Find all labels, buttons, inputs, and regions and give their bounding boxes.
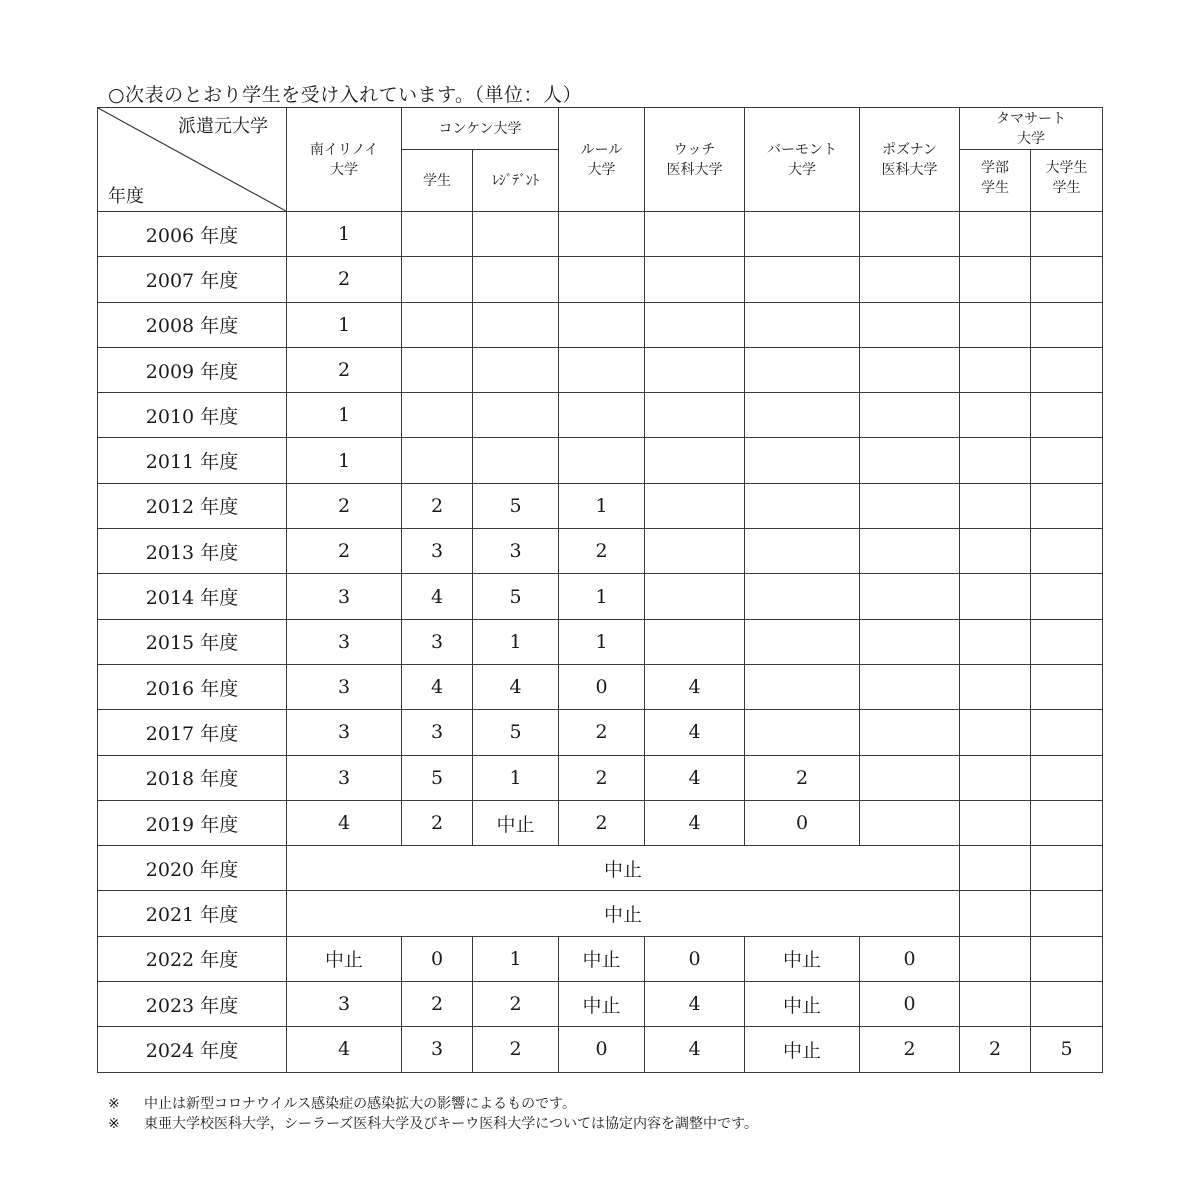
value-cell: 2 — [473, 982, 559, 1027]
year-cell: 2008 年度 — [98, 302, 287, 347]
year-cell: 2023 年度 — [98, 982, 287, 1027]
value-cell: 2 — [745, 755, 860, 800]
value-cell — [645, 529, 745, 574]
table-row — [98, 257, 1103, 302]
year-cell: 2015 年度 — [98, 619, 287, 664]
value-cell — [860, 710, 960, 755]
value-cell — [1031, 710, 1103, 755]
value-cell — [860, 574, 960, 619]
corner-label-year: 年度 — [108, 186, 144, 207]
value-cell: 3 — [402, 619, 473, 664]
value-cell: 2 — [402, 982, 473, 1027]
value-cell: 3 — [473, 529, 559, 574]
value-cell: 3 — [402, 529, 473, 574]
footnote-text: 東亜大学校医科大学，シーラーズ医科大学及びキーウ医科大学については協定内容を調整中です。 — [144, 1116, 758, 1132]
value-cell — [960, 936, 1031, 981]
value-cell — [860, 393, 960, 438]
value-cell: 2 — [559, 755, 645, 800]
value-cell: 中止 — [745, 1027, 860, 1072]
table-row — [98, 846, 1103, 891]
table-row — [98, 891, 1103, 936]
value-cell — [473, 257, 559, 302]
year-cell: 2017 年度 — [98, 710, 287, 755]
value-cell — [473, 438, 559, 483]
value-cell — [745, 483, 860, 528]
footnote — [108, 1094, 758, 1114]
value-cell — [473, 302, 559, 347]
table-row — [98, 438, 1103, 483]
value-cell — [745, 710, 860, 755]
value-cell — [960, 438, 1031, 483]
table-row — [98, 393, 1103, 438]
value-cell: 3 — [287, 710, 402, 755]
table-row — [98, 755, 1103, 800]
year-cell: 2012 年度 — [98, 483, 287, 528]
value-cell: 5 — [473, 574, 559, 619]
value-cell: 3 — [402, 710, 473, 755]
value-cell: 1 — [473, 755, 559, 800]
year-cell: 2006 年度 — [98, 212, 287, 257]
header-lodz: ウッチ 医科大学 — [645, 108, 745, 212]
value-cell — [1031, 755, 1103, 800]
value-cell: 0 — [559, 1027, 645, 1072]
table-row — [98, 664, 1103, 709]
table-row — [98, 347, 1103, 392]
year-cell: 2007 年度 — [98, 257, 287, 302]
year-cell: 2020 年度 — [98, 846, 287, 891]
value-cell: 0 — [559, 664, 645, 709]
value-cell: 2 — [287, 257, 402, 302]
value-cell — [860, 483, 960, 528]
value-cell — [860, 664, 960, 709]
value-cell: 3 — [287, 982, 402, 1027]
value-cell: 中止 — [559, 982, 645, 1027]
footnote — [108, 1114, 758, 1134]
value-cell — [960, 664, 1031, 709]
value-cell: 4 — [645, 982, 745, 1027]
value-cell: 2 — [960, 1027, 1031, 1072]
value-cell: 0 — [645, 936, 745, 981]
value-cell — [745, 574, 860, 619]
value-cell: 0 — [860, 936, 960, 981]
merged-cell: 中止 — [287, 891, 960, 936]
value-cell: 4 — [402, 664, 473, 709]
value-cell: 2 — [559, 800, 645, 845]
value-cell: 4 — [645, 1027, 745, 1072]
value-cell — [402, 257, 473, 302]
value-cell: 2 — [860, 1027, 960, 1072]
value-cell: 4 — [473, 664, 559, 709]
value-cell — [960, 483, 1031, 528]
header-khon-kaen-student: 学生 — [402, 150, 473, 212]
value-cell — [960, 347, 1031, 392]
value-cell: 2 — [287, 529, 402, 574]
header-poznan: ポズナン 医科大学 — [860, 108, 960, 212]
value-cell — [1031, 574, 1103, 619]
header-khon-kaen: コンケン大学 — [402, 108, 559, 150]
value-cell: 1 — [473, 936, 559, 981]
year-cell: 2014 年度 — [98, 574, 287, 619]
value-cell — [559, 302, 645, 347]
value-cell — [745, 664, 860, 709]
value-cell — [645, 393, 745, 438]
value-cell — [1031, 257, 1103, 302]
header-thammasat-grad: 大学生 学生 — [1031, 150, 1103, 212]
header-rouen: ルール 大学 — [559, 108, 645, 212]
value-cell: 2 — [287, 347, 402, 392]
value-cell — [1031, 619, 1103, 664]
table-body — [98, 212, 1103, 1073]
value-cell — [645, 574, 745, 619]
footnotes — [108, 1094, 758, 1134]
value-cell — [745, 302, 860, 347]
value-cell — [745, 529, 860, 574]
value-cell: 3 — [287, 619, 402, 664]
value-cell — [1031, 483, 1103, 528]
value-cell — [860, 529, 960, 574]
value-cell — [960, 619, 1031, 664]
table-row — [98, 1027, 1103, 1072]
value-cell — [1031, 891, 1103, 936]
header-minami-illinois: 南イリノイ 大学 — [287, 108, 402, 212]
value-cell — [745, 257, 860, 302]
year-cell: 2010 年度 — [98, 393, 287, 438]
value-cell — [1031, 936, 1103, 981]
value-cell: 4 — [645, 710, 745, 755]
value-cell: 1 — [287, 212, 402, 257]
value-cell — [1031, 800, 1103, 845]
value-cell — [402, 212, 473, 257]
header-thammasat-undergrad: 学部 学生 — [960, 150, 1031, 212]
value-cell: 1 — [559, 574, 645, 619]
value-cell: 中止 — [287, 936, 402, 981]
value-cell: 3 — [402, 1027, 473, 1072]
value-cell — [960, 982, 1031, 1027]
value-cell — [960, 529, 1031, 574]
year-cell: 2024 年度 — [98, 1027, 287, 1072]
value-cell — [960, 755, 1031, 800]
year-cell: 2009 年度 — [98, 347, 287, 392]
table-row — [98, 483, 1103, 528]
value-cell — [559, 212, 645, 257]
value-cell — [960, 846, 1031, 891]
value-cell — [960, 257, 1031, 302]
value-cell — [559, 257, 645, 302]
value-cell — [559, 347, 645, 392]
value-cell — [645, 257, 745, 302]
value-cell — [1031, 438, 1103, 483]
exchange-student-table — [97, 107, 1103, 1073]
value-cell: 2 — [402, 483, 473, 528]
value-cell: 2 — [559, 710, 645, 755]
corner-header — [98, 108, 287, 212]
value-cell — [473, 347, 559, 392]
value-cell: 1 — [287, 393, 402, 438]
year-cell: 2016 年度 — [98, 664, 287, 709]
value-cell — [960, 891, 1031, 936]
value-cell — [860, 755, 960, 800]
value-cell: 1 — [559, 619, 645, 664]
value-cell: 中止 — [745, 936, 860, 981]
value-cell — [745, 438, 860, 483]
value-cell: 0 — [745, 800, 860, 845]
header-khon-kaen-resident: ﾚｼﾞﾃﾞﾝﾄ — [473, 150, 559, 212]
value-cell: 1 — [559, 483, 645, 528]
year-cell: 2021 年度 — [98, 891, 287, 936]
value-cell — [473, 212, 559, 257]
value-cell: 3 — [287, 755, 402, 800]
value-cell: 4 — [287, 800, 402, 845]
value-cell — [402, 393, 473, 438]
value-cell: 3 — [287, 664, 402, 709]
value-cell — [645, 619, 745, 664]
footnote-mark: ※ — [108, 1096, 120, 1112]
table-row — [98, 800, 1103, 845]
value-cell — [559, 393, 645, 438]
value-cell — [402, 302, 473, 347]
value-cell — [402, 347, 473, 392]
value-cell: 4 — [645, 755, 745, 800]
table-heading: ○次表のとおり学生を受け入れています。（単位：人） — [108, 84, 583, 106]
corner-label-source-university: 派遣元大学 — [178, 116, 268, 137]
footnote-text: 中止は新型コロナウイルス感染症の感染拡大の影響によるものです。 — [144, 1096, 577, 1112]
value-cell — [645, 438, 745, 483]
year-cell: 2018 年度 — [98, 755, 287, 800]
header-thammasat: タマサート 大学 — [960, 108, 1103, 150]
value-cell: 2 — [559, 529, 645, 574]
value-cell — [860, 800, 960, 845]
value-cell — [645, 302, 745, 347]
value-cell — [960, 393, 1031, 438]
year-cell: 2019 年度 — [98, 800, 287, 845]
value-cell — [1031, 302, 1103, 347]
table-row — [98, 936, 1103, 981]
value-cell — [960, 800, 1031, 845]
value-cell: 0 — [860, 982, 960, 1027]
value-cell: 0 — [402, 936, 473, 981]
year-cell: 2011 年度 — [98, 438, 287, 483]
table-row — [98, 982, 1103, 1027]
value-cell — [860, 438, 960, 483]
value-cell — [1031, 212, 1103, 257]
value-cell: 中止 — [473, 800, 559, 845]
value-cell — [745, 619, 860, 664]
value-cell: 1 — [287, 302, 402, 347]
value-cell: 1 — [473, 619, 559, 664]
value-cell — [559, 438, 645, 483]
value-cell: 2 — [287, 483, 402, 528]
value-cell: 4 — [402, 574, 473, 619]
value-cell — [645, 483, 745, 528]
value-cell — [1031, 347, 1103, 392]
value-cell — [1031, 393, 1103, 438]
value-cell: 5 — [473, 483, 559, 528]
value-cell: 5 — [402, 755, 473, 800]
value-cell: 4 — [287, 1027, 402, 1072]
value-cell — [960, 710, 1031, 755]
value-cell: 5 — [473, 710, 559, 755]
value-cell — [1031, 529, 1103, 574]
table-row — [98, 302, 1103, 347]
value-cell — [745, 212, 860, 257]
value-cell — [645, 347, 745, 392]
value-cell: 中止 — [559, 936, 645, 981]
value-cell — [1031, 982, 1103, 1027]
year-cell: 2013 年度 — [98, 529, 287, 574]
value-cell — [745, 347, 860, 392]
value-cell — [473, 393, 559, 438]
table-row — [98, 619, 1103, 664]
year-cell: 2022 年度 — [98, 936, 287, 981]
value-cell: 2 — [473, 1027, 559, 1072]
value-cell — [1031, 664, 1103, 709]
value-cell — [860, 347, 960, 392]
table-row — [98, 529, 1103, 574]
value-cell — [960, 212, 1031, 257]
value-cell — [960, 574, 1031, 619]
value-cell: 中止 — [745, 982, 860, 1027]
value-cell — [745, 393, 860, 438]
value-cell — [402, 438, 473, 483]
value-cell — [860, 257, 960, 302]
value-cell — [960, 302, 1031, 347]
table-row — [98, 574, 1103, 619]
table-row — [98, 212, 1103, 257]
value-cell: 4 — [645, 800, 745, 845]
value-cell — [860, 302, 960, 347]
table-row — [98, 710, 1103, 755]
value-cell — [645, 212, 745, 257]
merged-cell: 中止 — [287, 846, 960, 891]
value-cell: 5 — [1031, 1027, 1103, 1072]
value-cell: 1 — [287, 438, 402, 483]
value-cell — [1031, 846, 1103, 891]
header-vermont: バーモント 大学 — [745, 108, 860, 212]
footnote-mark: ※ — [108, 1116, 120, 1132]
value-cell — [860, 619, 960, 664]
value-cell: 2 — [402, 800, 473, 845]
value-cell: 3 — [287, 574, 402, 619]
value-cell: 4 — [645, 664, 745, 709]
value-cell — [860, 212, 960, 257]
